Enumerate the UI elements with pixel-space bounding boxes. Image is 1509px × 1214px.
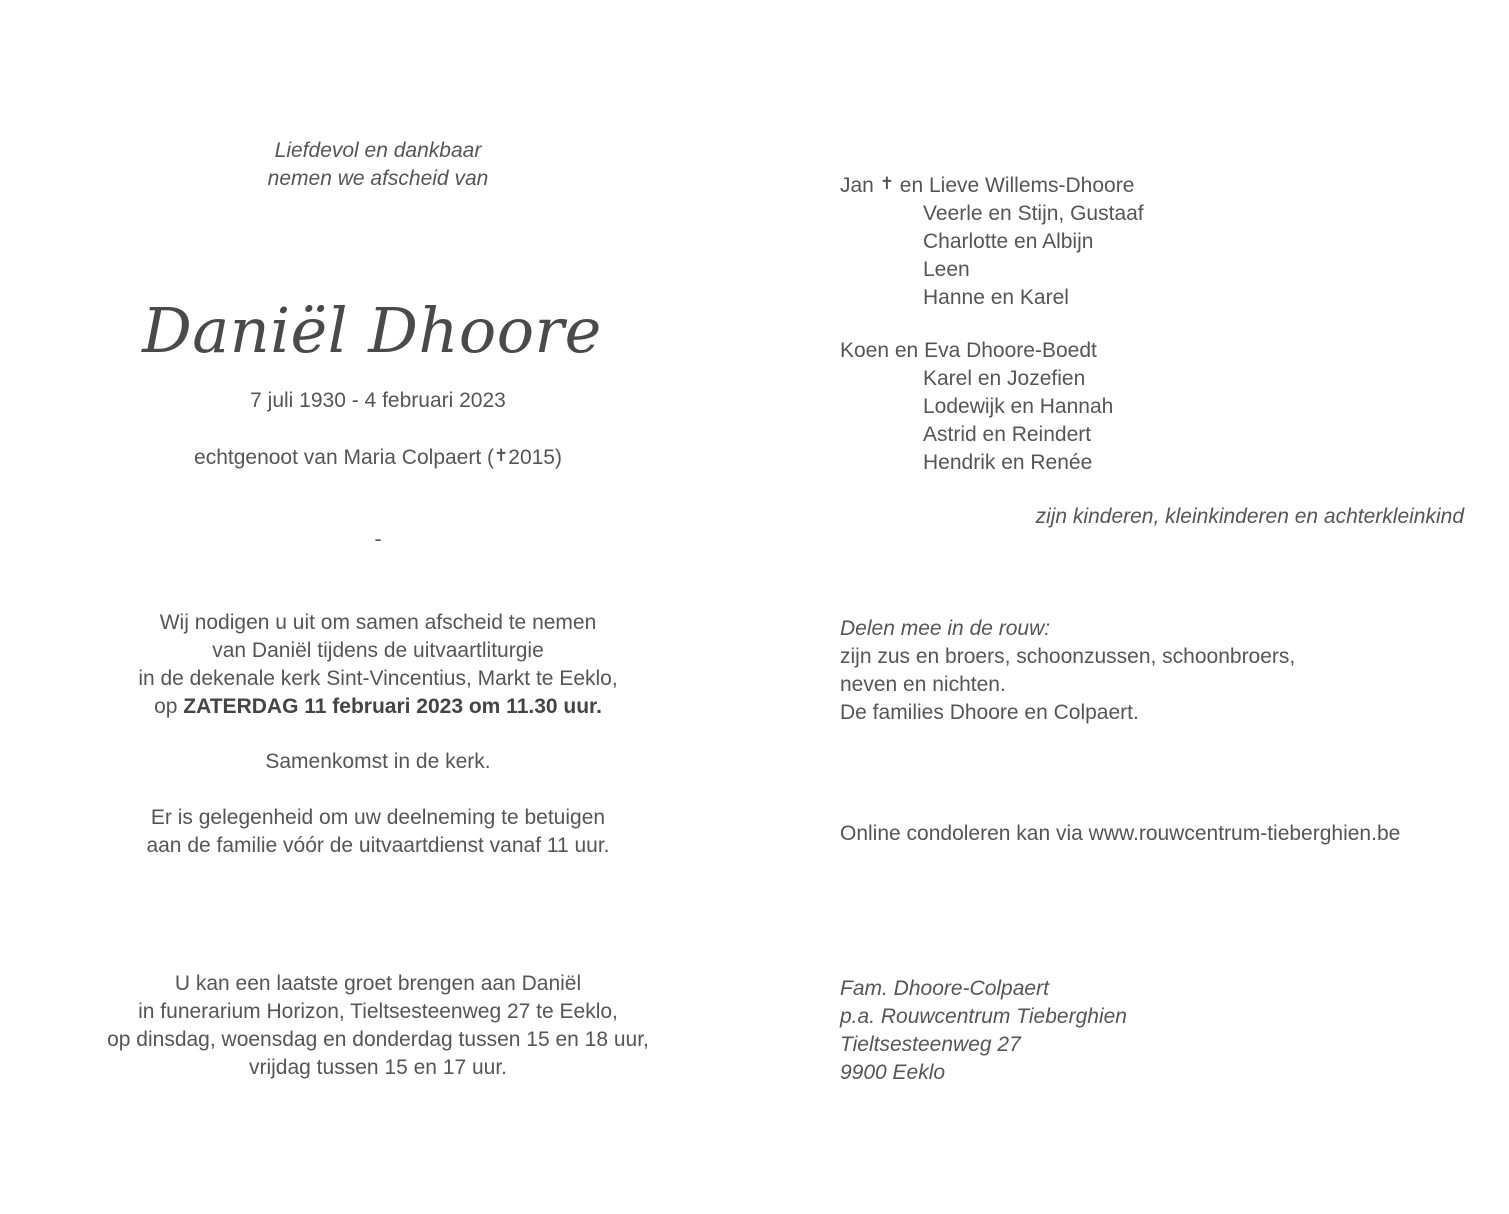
mourning-section (840, 615, 1480, 727)
family-1-parents (840, 170, 1480, 200)
family-1-prefix: Jan (840, 174, 880, 197)
family-1-child-3: Leen (923, 258, 970, 281)
address-line-1: Fam. Dhoore-Colpaert (840, 977, 1049, 1000)
visit-line-4: vrijdag tussen 15 en 17 uur. (248, 1056, 507, 1079)
spouse-prefix: echtgenoot van Maria Colpaert ( (194, 446, 495, 469)
visit-line-3: op dinsdag, woensdag en donderdag tussen 15 en 18 uur, (107, 1028, 649, 1051)
online-condolence: Online condoleren kan via www.rouwcentrum-tieberghien.be (840, 822, 1401, 845)
family-1 (840, 170, 1480, 312)
intro-line-2: nemen we afscheid van (267, 167, 489, 190)
invite-date-prefix: op (154, 695, 184, 718)
family-1-suffix: en Lieve Willems-Dhoore (893, 174, 1135, 197)
deceased-name: Daniël Dhoore (142, 294, 602, 367)
condolence-text (60, 804, 696, 860)
invite-line-3: in de dekenale kerk Sint-Vincentius, Markt te Eeklo, (138, 667, 618, 690)
family-1-child-2: Charlotte en Albijn (923, 230, 1094, 253)
family-2-child-4: Hendrik en Renée (923, 451, 1093, 474)
family-2-child-2: Lodewijk en Hannah (923, 395, 1114, 418)
family-1-child-4: Hanne en Karel (923, 286, 1069, 309)
gathering-text: Samenkomst in de kerk. (265, 750, 491, 773)
condolence-line-1: Er is gelegenheid om uw deelneming te betuigen (150, 806, 606, 829)
cross-icon: ✝ (494, 446, 509, 465)
invitation-text (60, 609, 696, 721)
mourning-title: Delen mee in de rouw: (840, 617, 1051, 640)
family-2-child-1: Karel en Jozefien (923, 367, 1086, 390)
separator: - (374, 528, 382, 551)
mourning-line-2: neven en nichten. (840, 673, 1006, 696)
family-2-child-3: Astrid en Reindert (923, 423, 1092, 446)
mourning-line-3: De families Dhoore en Colpaert. (840, 701, 1139, 724)
family-2 (840, 337, 1480, 477)
relation-text: zijn kinderen, kleinkinderen en achterkleinkind (1035, 505, 1464, 528)
intro-text (60, 137, 696, 193)
address-line-4: 9900 Eeklo (840, 1061, 946, 1084)
address-block (840, 975, 1480, 1087)
visit-line-1: U kan een laatste groet brengen aan Daniël (174, 972, 582, 995)
invite-line-1: Wij nodigen u uit om samen afscheid te nemen (159, 611, 597, 634)
life-dates: 7 juli 1930 - 4 februari 2023 (250, 389, 506, 412)
cross-icon: ✝ (879, 174, 894, 193)
intro-line-1: Liefdevol en dankbaar (274, 139, 482, 162)
invite-line-4 (60, 693, 696, 721)
address-line-2: p.a. Rouwcentrum Tieberghien (840, 1005, 1127, 1028)
family-2-parents: Koen en Eva Dhoore-Boedt (840, 339, 1097, 362)
spouse-suffix: 2015) (508, 446, 562, 469)
visit-line-2: in funerarium Horizon, Tieltsesteenweg 27 te Eeklo, (138, 1000, 618, 1023)
mourning-line-1: zijn zus en broers, schoonzussen, schoonbroers, (840, 645, 1296, 668)
condolence-line-2: aan de familie vóór de uitvaartdienst vanaf 11 uur. (146, 834, 610, 857)
invite-line-2: van Daniël tijdens de uitvaartliturgie (212, 639, 544, 662)
visit-text (50, 970, 706, 1082)
invite-date-bold: ZATERDAG 11 februari 2023 om 11.30 uur. (183, 695, 602, 718)
spouse-line (60, 442, 696, 472)
address-line-3: Tieltsesteenweg 27 (840, 1033, 1021, 1056)
family-1-child-1: Veerle en Stijn, Gustaaf (923, 202, 1144, 225)
